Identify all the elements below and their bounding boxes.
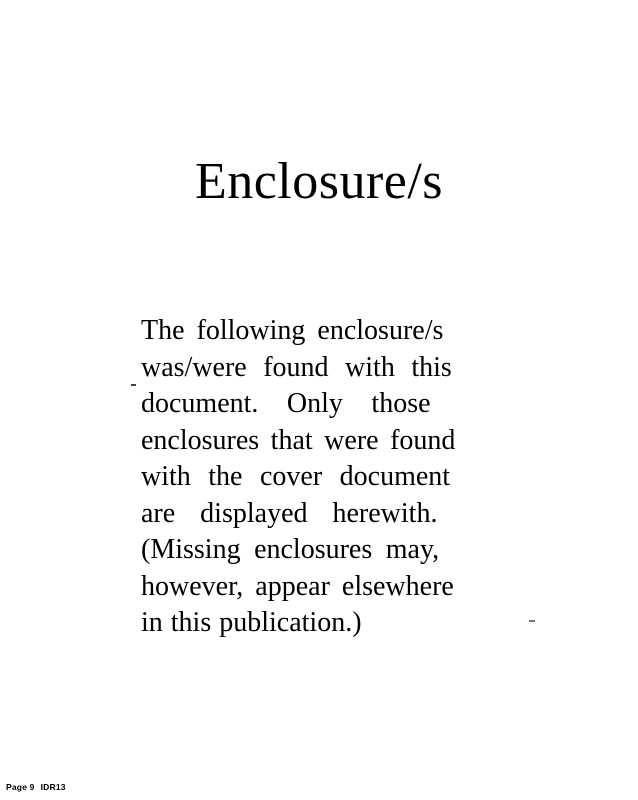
body-line: with the cover document [141, 461, 451, 492]
scan-artifact-mark-secondary [529, 620, 535, 622]
scan-artifact-mark [131, 384, 136, 386]
body-line: however, appear elsewhere [141, 570, 454, 602]
body-line: was/were found with this [141, 351, 452, 383]
body-line: (Missing enclosures may, [141, 534, 440, 565]
body-line: The following enclosure/s [141, 315, 444, 346]
body-line: are displayed herewith. [141, 497, 438, 529]
body-line: enclosures that were found [141, 424, 456, 456]
page-title: Enclosure/s [194, 152, 444, 210]
body-paragraph [141, 313, 491, 642]
footer-page-label: Page 9 [6, 782, 35, 792]
footer-doc-id: IDR13 [40, 782, 66, 792]
body-line: in this publication.) [141, 607, 362, 638]
body-line: document. Only those [141, 388, 431, 419]
page-footer [6, 782, 66, 792]
